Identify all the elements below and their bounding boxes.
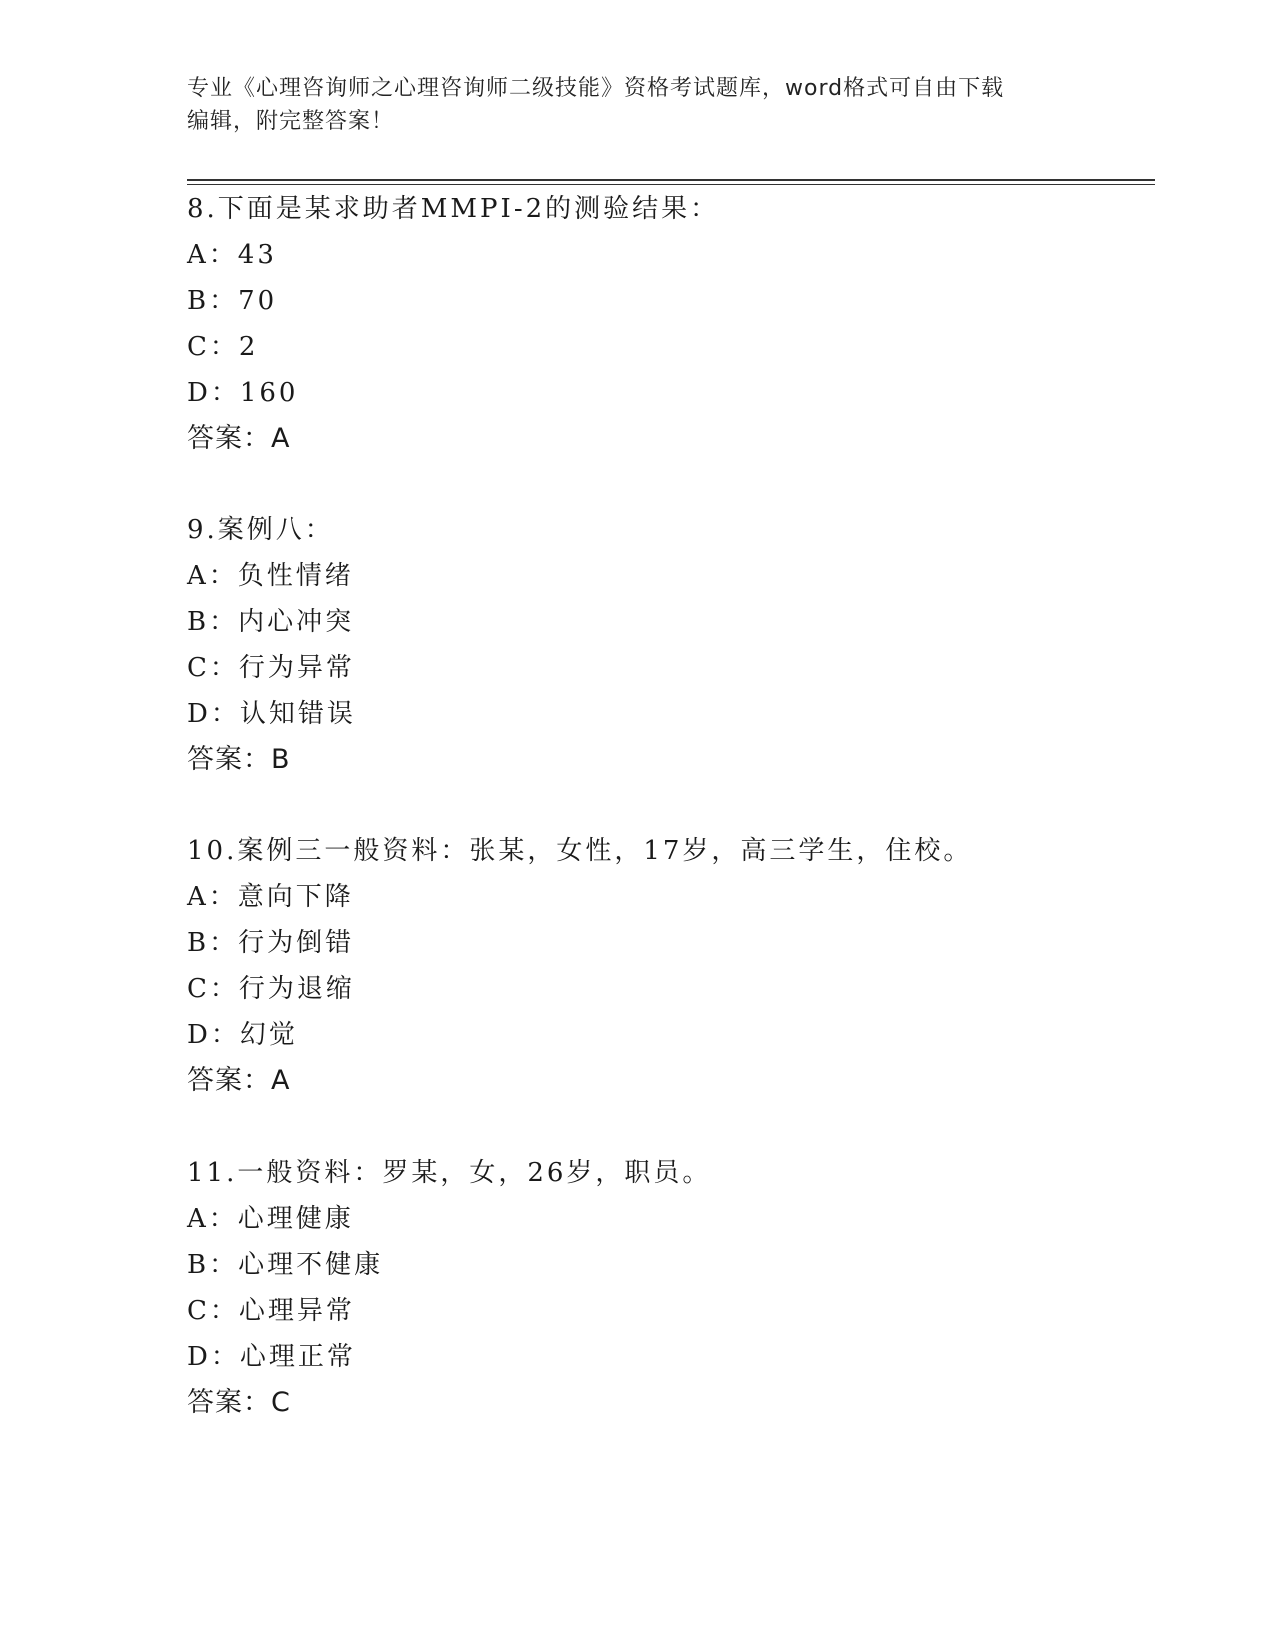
- option-d: D：心理正常: [187, 1342, 356, 1372]
- header-line-1: 专业《心理咨询师之心理咨询师二级技能》资格考试题库，word格式可自由下载: [187, 76, 1005, 101]
- option-d: D：幻觉: [187, 1020, 298, 1050]
- question-8: [187, 186, 1187, 462]
- option-b: B：心理不健康: [187, 1250, 384, 1280]
- header-divider-thick: [187, 179, 1155, 181]
- option-a: A：负性情绪: [187, 561, 354, 591]
- answer: 答案：A: [187, 423, 291, 454]
- option-b: B：行为倒错: [187, 928, 355, 958]
- document-header: [187, 72, 1087, 138]
- option-b: B：内心冲突: [187, 607, 355, 637]
- question-title: 11.一般资料：罗某，女，26岁，职员。: [187, 1158, 712, 1188]
- option-a: A：43: [187, 240, 277, 270]
- header-divider-thin: [187, 184, 1155, 185]
- option-d: D：160: [187, 378, 299, 408]
- option-b: B：70: [187, 286, 278, 316]
- option-a: A：意向下降: [187, 882, 354, 912]
- answer: 答案：A: [187, 1065, 291, 1096]
- option-c: C：行为异常: [187, 653, 355, 683]
- option-d: D：认知错误: [187, 699, 356, 729]
- answer: 答案：C: [187, 1387, 291, 1418]
- question-10: [187, 828, 1187, 1104]
- header-line-2: 编辑，附完整答案！: [187, 109, 395, 134]
- question-11: [187, 1150, 1187, 1426]
- option-a: A：心理健康: [187, 1204, 354, 1234]
- question-title: 10.案例三一般资料：张某，女性，17岁，高三学生，住校。: [187, 836, 973, 866]
- option-c: C：2: [187, 332, 259, 362]
- option-c: C：行为退缩: [187, 974, 355, 1004]
- question-9: [187, 507, 1187, 783]
- question-title: 9.案例八：: [187, 515, 334, 545]
- question-title: 8.下面是某求助者MMPI-2的测验结果：: [187, 194, 720, 224]
- answer: 答案：B: [187, 744, 291, 775]
- option-c: C：心理异常: [187, 1296, 355, 1326]
